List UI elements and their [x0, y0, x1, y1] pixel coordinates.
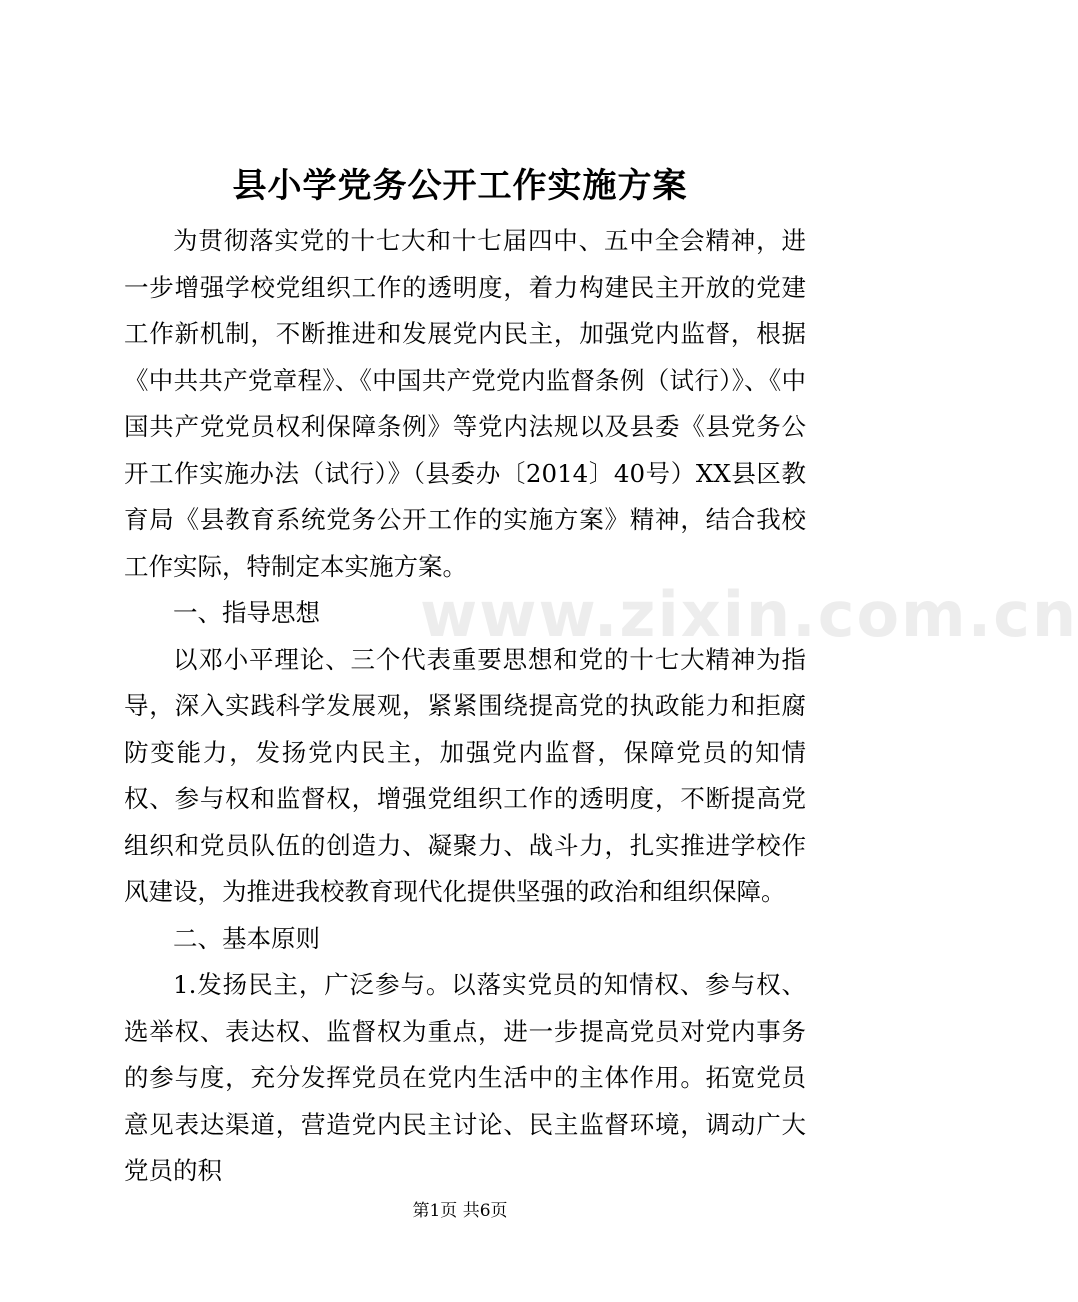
paragraph-guiding-ideology: 以邓小平理论、三个代表重要思想和党的十七大精神为指导，深入实践科学发展观，紧紧围绕提高党的执政能力和拒腐防变能力，发扬党内民主，加强党内监督，保障党员的知情权、参与权和监督权，增强党组织工作的透明度，不断提高党组织和党员队伍的创造力、凝聚力、战斗力，扎实推进学校作风建设，为推进我校教育现代化提供坚强的政治和组织保障。 [124, 644, 806, 906]
section-heading-guiding-ideology: 一、指导思想 [173, 598, 320, 627]
document-body [124, 218, 806, 1195]
watermark-text: www.zixin.com.cn [420, 578, 1078, 651]
section-heading-basic-principles: 二、基本原则 [173, 923, 320, 953]
paragraph-intro: 为贯彻落实党的十七大和十七届四中、五中全会精神，进一步增强学校党组织工作的透明度，着力构建民主开放的党建工作新机制，不断推进和发展党内民主，加强党内监督，根据《中共共产党章程》、《中国共产党党内监督条例（试行）》、《中国共产党党员权利保障条例》等党内法规以及县委《县党务公开工作实施办法（试行）》（县委办〔2014〕40号）XX县区教育局《县教育系统党务公开工作的实施方案》精神，结合我校工作实际，特制定本实施方案。 [124, 226, 806, 581]
page-footer: 第1页 共6页 [412, 1201, 508, 1221]
document-title: 县小学党务公开工作实施方案 [232, 166, 688, 206]
paragraph-principle-1: 1.发扬民主，广泛参与。以落实党员的知情权、参与权、选举权、表达权、监督权为重点，进一步提高党员对党内事务的参与度，充分发挥党员在党内生活中的主体作用。拓宽党员意见表达渠道，营造党内民主讨论、民主监督环境，调动广大党员的积 [124, 970, 806, 1185]
